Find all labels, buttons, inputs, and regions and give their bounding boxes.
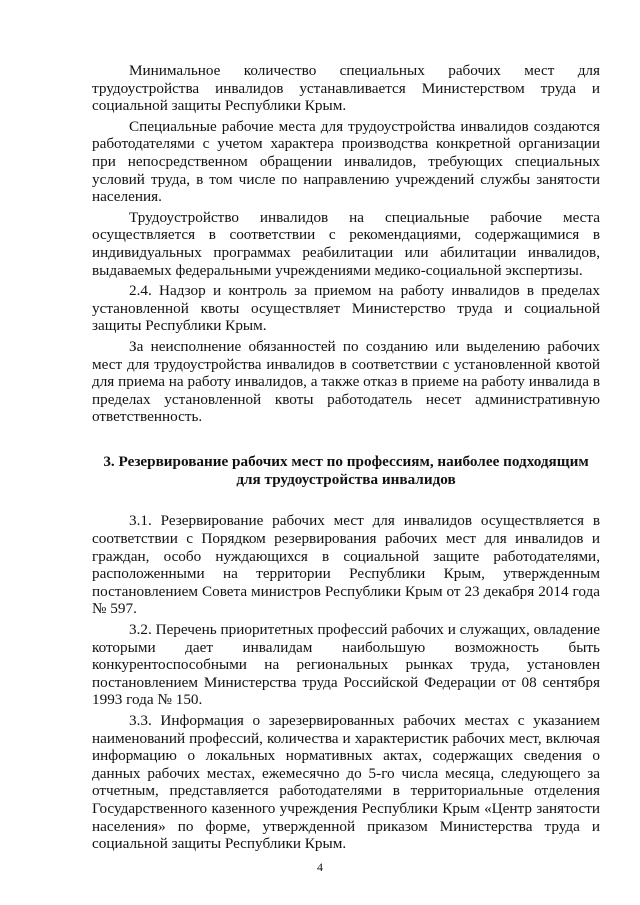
document-page: [92, 62, 600, 853]
paragraph-liability: За неисполнение обязанностей по созданию или выделению рабочих мест для трудоустройства инвалидов в соответствии с установленной квотой для приема на работу инвалидов, а также отказ в приеме на работу инвалида в пределах установленной квоты работодатель несет административную ответственность.: [92, 337, 600, 426]
paragraph-3-1: 3.1. Резервирование рабочих мест для инвалидов осуществляется в соответствии с Порядком резервирования рабочих мест для инвалидов и граждан, особо нуждающихся в социальной защите работодателями, расположенными на территории Республики Крым, утвержденным постановлением Совета министров Республики Крым от 23 декабря 2014 года № 597.: [92, 512, 600, 618]
section-3-title-line1: 3. Резервирование рабочих мест по профессиям, наиболее подходящим: [103, 452, 589, 470]
paragraph-3-3: 3.3. Информация о зарезервированных рабочих местах с указанием наименований профессий, количества и характеристик рабочих мест, включая информацию о локальных нормативных актах, содержащих сведения о данных рабочих местах, ежемесячно до 5-го числа месяца, следующего за отчетным, представляется работодателями в территориальные отделения Государственного казенного учреждения Республики Крым «Центр занятости населения» по форме, утвержденной приказом Министерства труда и социальной защиты Республики Крым.: [92, 712, 600, 853]
paragraph-special-places: Специальные рабочие места для трудоустройства инвалидов создаются работодателями с учетом характера производства конкретной организации при непосредственном обращении инвалидов, требующих специальных условий труда, в том числе по направлению учреждений службы занятости населения.: [92, 117, 600, 206]
paragraph-employment-rehab: Трудоустройство инвалидов на специальные рабочие места осуществляется в соответствии с рекомендациями, содержащимися в индивидуальных программах реабилитации или абилитации инвалидов, выдаваемых федеральными учреждениями медико-социальной экспертизы.: [92, 208, 600, 279]
paragraph-3-2: 3.2. Перечень приоритетных профессий рабочих и служащих, овладение которыми дает инвалидам наибольшую возможность быть конкурентоспособными на региональных рынках труда, установлен постановлением Министерства труда Российской Федерации от 08 сентября 1993 года № 150.: [92, 621, 600, 709]
paragraph-min-quota: Минимальное количество специальных рабочих мест для трудоустройства инвалидов устанавливается Министерством труда и социальной защиты Республики Крым.: [92, 62, 600, 115]
section-3-title-line2: для трудоустройства инвалидов: [236, 470, 456, 488]
paragraph-2-4-supervision: 2.4. Надзор и контроль за приемом на работу инвалидов в пределах установленной квоты осуществляет Министерство труда и социальной защиты Республики Крым.: [92, 282, 600, 335]
page-number: 4: [317, 860, 323, 874]
